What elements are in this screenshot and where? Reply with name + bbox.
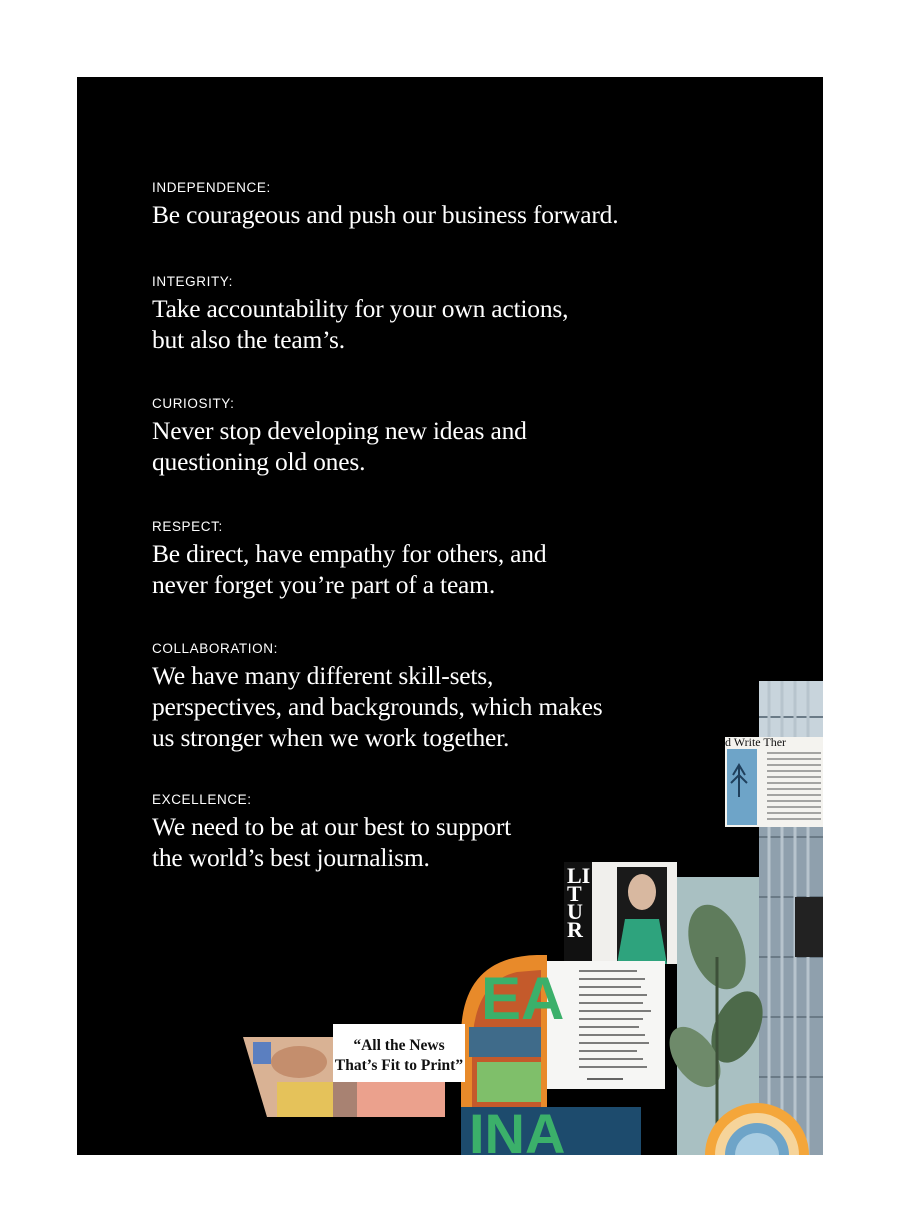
- value-label: INTEGRITY:: [152, 274, 234, 289]
- value-curiosity: [152, 396, 712, 477]
- article-headline-fragment: d Write Ther: [725, 735, 787, 749]
- motto-card: [333, 1024, 465, 1082]
- value-description: We have many different skill-sets, perspectives, and backgrounds, which makes us stronger when we work together.: [152, 661, 603, 752]
- value-description: Never stop developing new ideas and questioning old ones.: [152, 416, 527, 476]
- svg-text:INA: INA: [469, 1102, 566, 1155]
- svg-text:EA: EA: [481, 965, 565, 1032]
- value-label: COLLABORATION:: [152, 641, 278, 656]
- value-description: We need to be at our best to support the world’s best journalism.: [152, 812, 511, 872]
- value-excellence: [152, 792, 712, 873]
- value-independence: [152, 180, 712, 230]
- value-respect: [152, 519, 712, 600]
- newspaper-article-clip: [725, 737, 823, 827]
- values-panel: [77, 77, 823, 1155]
- value-label: INDEPENDENCE:: [152, 180, 271, 195]
- value-label: CURIOSITY:: [152, 396, 235, 411]
- value-description: Be courageous and push our business forward.: [152, 200, 619, 229]
- value-label: EXCELLENCE:: [152, 792, 252, 807]
- magazine-title-fragment: LITUR: [567, 863, 591, 942]
- value-description: Be direct, have empathy for others, and never forget you’re part of a team.: [152, 539, 547, 599]
- motto-text: “All the News That’s Fit to Print”: [334, 1037, 464, 1074]
- value-description: Take accountability for your own actions, but also the team’s.: [152, 294, 569, 354]
- value-label: RESPECT:: [152, 519, 223, 534]
- value-collaboration: [152, 641, 712, 753]
- value-integrity: [152, 274, 712, 355]
- collage-artwork: [77, 77, 823, 1155]
